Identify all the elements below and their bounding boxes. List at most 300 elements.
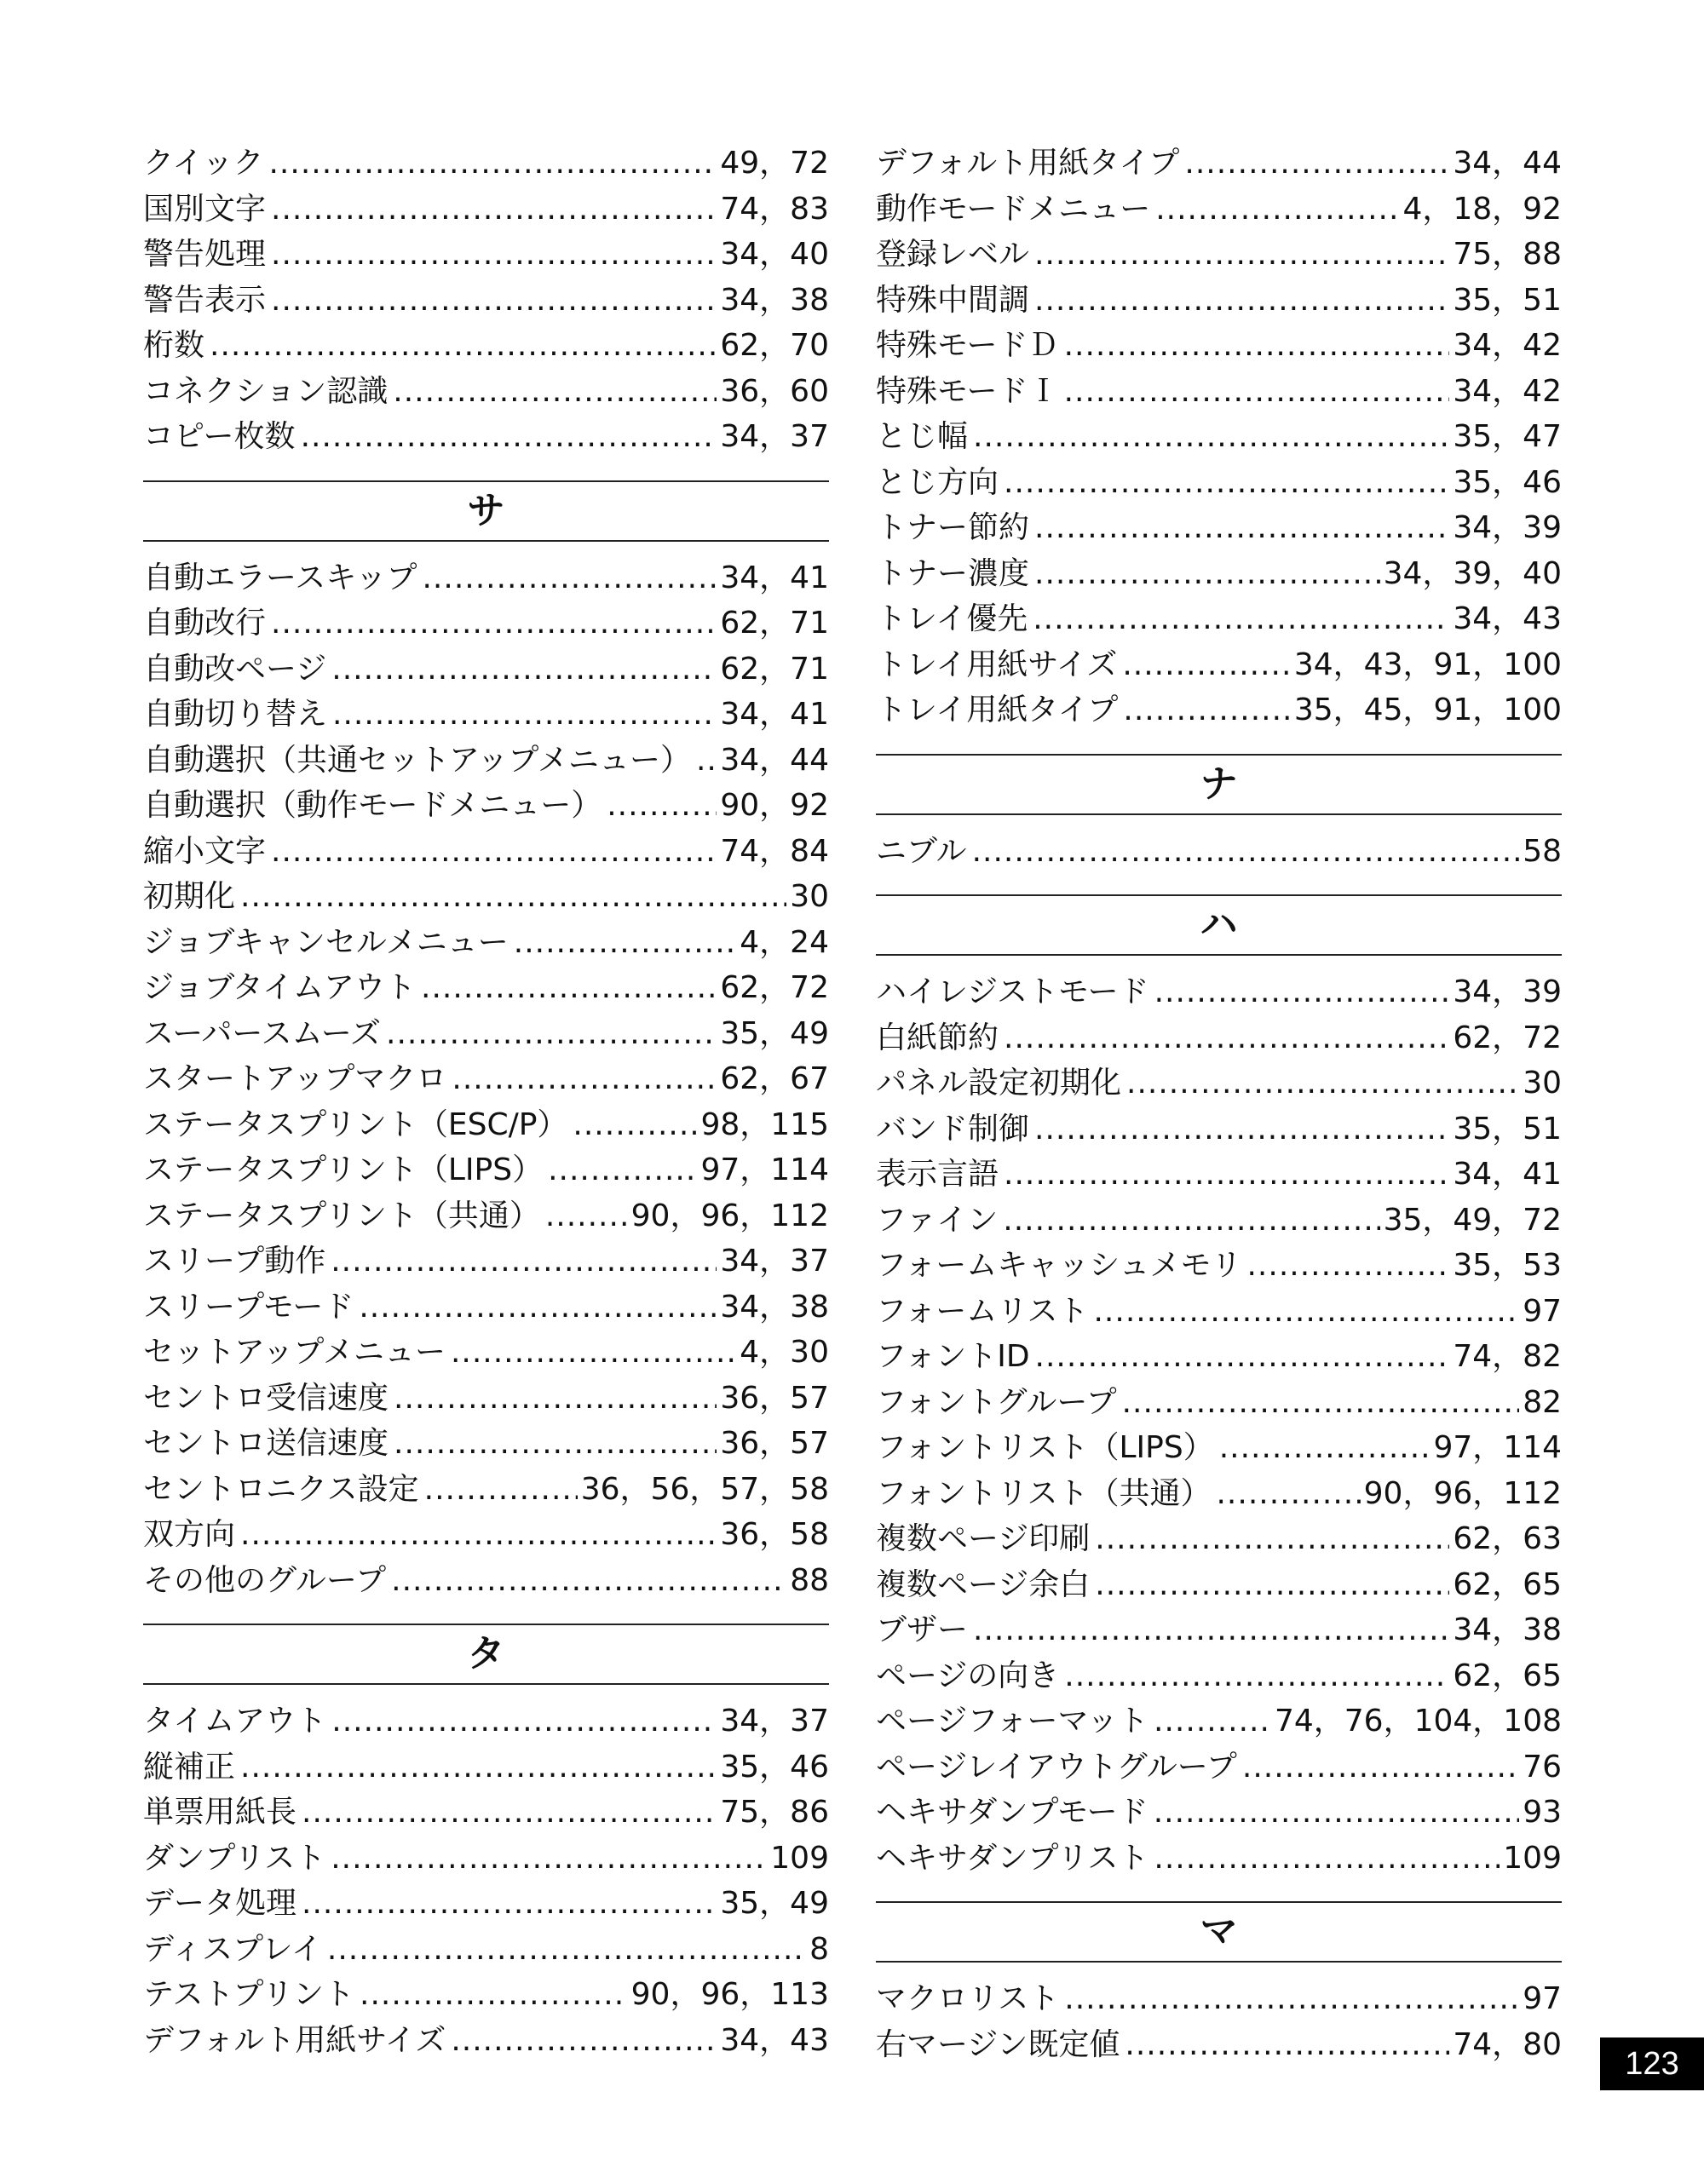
dot-leader	[327, 1927, 806, 1973]
page-references: 74，84	[720, 833, 829, 869]
page-references: 34，37	[720, 1244, 829, 1279]
page-references: 74，83	[720, 191, 829, 227]
index-term: 自動エラースキップ	[143, 560, 417, 595]
dot-leader	[1003, 1198, 1379, 1244]
index-entry	[876, 1152, 1562, 1198]
index-term: ステータスプリント（ESC/P）	[143, 1106, 568, 1142]
page-references: 30	[1523, 1066, 1562, 1101]
index-term: スーパースムーズ	[143, 1015, 382, 1051]
page-references: 90，96，112	[1363, 1475, 1562, 1511]
dot-leader	[1034, 1106, 1449, 1152]
page-references: 62，70	[720, 328, 829, 363]
index-entry	[143, 232, 829, 278]
index-term: トレイ用紙サイズ	[876, 647, 1118, 682]
index-term: ページレイアウトグループ	[876, 1749, 1237, 1785]
index-entry	[143, 1467, 829, 1513]
index-term: ダンプリスト	[143, 1840, 326, 1876]
index-term: スタートアップマクロ	[143, 1061, 447, 1096]
page-references: 75，88	[1453, 237, 1562, 272]
page-references: 35，49	[720, 1015, 829, 1051]
section-heading: ハ	[876, 894, 1562, 956]
section-heading: マ	[876, 1901, 1562, 1963]
page-references: 90，96，113	[630, 1977, 829, 2012]
index-term: 国別文字	[143, 191, 267, 227]
index-term: とじ方向	[876, 464, 999, 500]
dot-leader	[1184, 141, 1449, 187]
index-entry	[876, 1015, 1562, 1061]
index-term: テストプリント	[143, 1977, 355, 2012]
index-entry	[143, 414, 829, 460]
index-entry	[143, 1102, 829, 1148]
page-references: 62，67	[720, 1061, 829, 1096]
index-term: ディスプレイ	[143, 1931, 322, 1967]
index-term: 白紙節約	[876, 1020, 999, 1055]
dot-leader	[573, 1102, 697, 1148]
index-term: 表示言語	[876, 1157, 999, 1192]
page-number: 123	[1600, 2037, 1704, 2090]
index-term: ページの向き	[876, 1658, 1060, 1693]
index-entry	[143, 1558, 829, 1604]
index-entry	[143, 1330, 829, 1376]
index-term: 警告表示	[143, 282, 267, 318]
index-entry	[876, 1698, 1562, 1744]
page-references: 97，114	[700, 1152, 829, 1187]
index-entry	[143, 323, 829, 369]
index-term: デフォルト用紙タイプ	[876, 146, 1180, 181]
dot-leader	[331, 1836, 767, 1882]
index-entry	[876, 2022, 1562, 2068]
index-entry	[143, 1285, 829, 1331]
dot-leader	[1122, 642, 1291, 688]
index-entry	[143, 738, 829, 784]
index-term: とじ幅	[876, 419, 969, 454]
index-entry	[876, 596, 1562, 642]
index-entry	[876, 187, 1562, 233]
page-references: 4，24	[740, 924, 829, 960]
dot-leader	[972, 829, 1520, 875]
index-entry	[876, 1607, 1562, 1653]
page-references: 34，43	[1453, 601, 1562, 636]
index-term: ジョブタイムアウト	[143, 970, 417, 1005]
dot-leader	[271, 187, 717, 233]
page-references: 49，72	[720, 146, 829, 181]
index-entry	[876, 1106, 1562, 1152]
index-term: セントロ送信速度	[143, 1426, 389, 1461]
index-term: コネクション認識	[143, 373, 389, 409]
dot-leader	[301, 414, 717, 460]
index-entry	[876, 1380, 1562, 1426]
index-term: セントロニクス設定	[143, 1471, 419, 1507]
page-references: 34，37	[720, 419, 829, 454]
dot-leader	[1246, 1243, 1449, 1289]
index-term: ハイレジストモード	[876, 974, 1149, 1009]
index-term: ページフォーマット	[876, 1704, 1149, 1739]
index-term: マクロリスト	[876, 1981, 1060, 2016]
index-term: フォントリスト（共通）	[876, 1475, 1212, 1511]
dot-leader	[1004, 1152, 1449, 1198]
page-references: 62，71	[720, 606, 829, 641]
section-heading: タ	[143, 1624, 829, 1685]
index-term: 自動選択（動作モードメニュー）	[143, 788, 602, 823]
index-entry	[143, 1193, 829, 1239]
section-heading: サ	[143, 480, 829, 542]
dot-leader	[331, 1698, 717, 1744]
index-entry	[876, 1562, 1562, 1608]
page-references: 98，115	[700, 1106, 829, 1142]
index-entry	[876, 505, 1562, 551]
dot-leader	[548, 1147, 697, 1193]
dot-leader	[973, 1607, 1449, 1653]
index-entry	[143, 1147, 829, 1193]
dot-leader	[331, 1239, 717, 1285]
page-references: 90，96，112	[630, 1198, 829, 1233]
dot-leader	[360, 1972, 628, 2018]
page-references: 4，30	[740, 1335, 829, 1370]
dot-leader	[1004, 460, 1449, 506]
dot-leader	[1064, 323, 1450, 369]
dot-leader	[1154, 1836, 1500, 1882]
page-references: 62，71	[720, 651, 829, 687]
index-term: フォームキャッシュメモリ	[876, 1248, 1242, 1283]
index-term: ニブル	[876, 833, 967, 869]
index-entry	[143, 1056, 829, 1102]
page-references: 75，86	[720, 1795, 829, 1830]
index-entry	[876, 1471, 1562, 1517]
page-references: 58	[1523, 833, 1562, 869]
dot-leader	[1093, 1289, 1519, 1335]
dot-leader	[1064, 1653, 1449, 1699]
index-entry	[876, 687, 1562, 733]
index-term: パネル設定初期化	[876, 1066, 1122, 1101]
dot-leader	[1064, 1976, 1519, 2022]
dot-leader	[422, 555, 717, 601]
index-entry	[876, 1976, 1562, 2022]
index-entry	[876, 1790, 1562, 1836]
index-entry	[143, 1376, 829, 1422]
index-entry	[143, 829, 829, 875]
index-entry	[143, 369, 829, 415]
index-term: スリープモード	[143, 1289, 354, 1325]
index-term: 自動切り替え	[143, 697, 328, 732]
index-entry	[876, 1060, 1562, 1106]
index-entry	[143, 141, 829, 187]
index-term: 動作モードメニュー	[876, 191, 1151, 227]
page-references: 8	[809, 1931, 829, 1967]
page-references: 76	[1523, 1749, 1562, 1785]
index-term: フォームリスト	[876, 1293, 1089, 1329]
index-term: 特殊モードＤ	[876, 328, 1059, 363]
index-term: ステータスプリント（LIPS）	[143, 1152, 544, 1187]
index-entry	[876, 551, 1562, 597]
dot-leader	[271, 601, 717, 647]
dot-leader	[1125, 2022, 1449, 2068]
index-term: トレイ優先	[876, 601, 1028, 636]
dot-leader	[268, 141, 717, 187]
index-term: トナー濃度	[876, 555, 1030, 591]
index-term: トレイ用紙タイプ	[876, 693, 1119, 727]
index-entry	[876, 642, 1562, 688]
index-entry	[876, 369, 1562, 415]
page-references: 34，42	[1453, 328, 1562, 363]
index-term: 自動改行	[143, 606, 267, 641]
page-references: 35，46	[1453, 464, 1562, 500]
dot-leader	[1155, 187, 1399, 233]
index-entry	[876, 1744, 1562, 1790]
index-entry	[143, 2018, 829, 2064]
index-entry	[143, 1972, 829, 2018]
page-references: 34，39，40	[1383, 555, 1562, 591]
dot-leader	[359, 1285, 717, 1331]
index-term: 自動改ページ	[143, 651, 327, 687]
index-term: セットアップメニュー	[143, 1335, 446, 1370]
dot-leader	[451, 1330, 736, 1376]
page-references: 109	[1503, 1840, 1562, 1876]
page-references: 34，39	[1453, 974, 1562, 1009]
page-references: 36，60	[720, 373, 829, 409]
dot-leader	[451, 2018, 717, 2064]
dot-leader	[1034, 278, 1449, 324]
page-references: 34，41	[1453, 1157, 1562, 1192]
index-entry	[143, 692, 829, 738]
index-column-left	[143, 141, 829, 2063]
dot-leader	[1216, 1471, 1360, 1517]
dot-leader	[332, 692, 717, 738]
index-entry	[143, 920, 829, 966]
index-entry	[143, 601, 829, 647]
index-term: 警告処理	[143, 237, 267, 272]
page-references: 34，43，91，100	[1293, 647, 1562, 682]
page-references: 34，41	[720, 697, 829, 732]
dot-leader	[1219, 1425, 1431, 1471]
page-references: 4，18，92	[1402, 191, 1562, 227]
index-entry	[876, 278, 1562, 324]
index-entry	[876, 141, 1562, 187]
dot-leader	[271, 829, 717, 875]
dot-leader	[394, 1376, 717, 1422]
page-references: 35，53	[1453, 1248, 1562, 1283]
dot-leader	[973, 414, 1449, 460]
index-column-right	[876, 141, 1562, 2067]
dot-leader	[424, 1467, 578, 1513]
index-term: トナー節約	[876, 510, 1030, 545]
page-references: 35，45，91，100	[1293, 693, 1562, 727]
index-entry	[143, 555, 829, 601]
dot-leader	[1034, 505, 1449, 551]
index-term: その他のグループ	[143, 1562, 387, 1598]
index-entry	[876, 323, 1562, 369]
page-references: 88	[790, 1562, 829, 1598]
page-references: 34，42	[1453, 373, 1562, 409]
index-entry	[876, 1198, 1562, 1244]
dot-leader	[1154, 1790, 1520, 1836]
index-term: データ処理	[143, 1886, 297, 1921]
page-references: 97	[1523, 1981, 1562, 2016]
dot-leader	[271, 278, 717, 324]
dot-leader	[514, 920, 737, 966]
dot-leader	[240, 1512, 717, 1558]
index-entry	[143, 1836, 829, 1882]
dot-leader	[421, 965, 717, 1011]
dot-leader	[302, 1790, 717, 1836]
index-entry	[876, 1836, 1562, 1882]
page-references: 62，65	[1453, 1658, 1562, 1693]
page-references: 93	[1523, 1795, 1562, 1830]
index-entry	[143, 965, 829, 1011]
index-entry	[143, 1881, 829, 1927]
index-entry	[876, 1653, 1562, 1699]
page-references: 35，49	[720, 1886, 829, 1921]
page-references: 82	[1523, 1384, 1562, 1420]
dot-leader	[545, 1193, 628, 1239]
index-term: ブザー	[876, 1612, 969, 1647]
index-term: 登録レベル	[876, 237, 1030, 272]
index-entry	[143, 1927, 829, 1973]
dot-leader	[1004, 1015, 1449, 1061]
index-entry	[876, 1334, 1562, 1380]
page-references: 34，41	[720, 560, 829, 595]
index-entry	[143, 187, 829, 233]
page-references: 34，43	[720, 2022, 829, 2058]
dot-leader	[1154, 1698, 1271, 1744]
index-term: 複数ページ印刷	[876, 1521, 1091, 1556]
index-entry	[876, 1516, 1562, 1562]
page-references: 36，56，57，58	[580, 1471, 829, 1507]
dot-leader	[1122, 1380, 1520, 1426]
index-term: 初期化	[143, 879, 236, 914]
index-term: フォントグループ	[876, 1384, 1117, 1420]
page-references: 35，46	[720, 1749, 829, 1785]
page-references: 35，51	[1453, 1111, 1562, 1147]
index-term: ステータスプリント（共通）	[143, 1198, 540, 1233]
index-term: 桁数	[143, 328, 205, 363]
index-term: スリープ動作	[143, 1244, 326, 1279]
index-term: フォントリスト（LIPS）	[876, 1430, 1214, 1465]
dot-leader	[1123, 687, 1290, 733]
dot-leader	[391, 1558, 786, 1604]
index-term: 縮小文字	[143, 833, 267, 869]
index-entry	[876, 829, 1562, 875]
page-references: 34，44	[1453, 146, 1562, 181]
page-references: 74，76，104，108	[1274, 1704, 1562, 1739]
index-entry	[876, 1289, 1562, 1335]
dot-leader	[607, 783, 717, 829]
index-entry	[143, 783, 829, 829]
dot-leader	[1242, 1744, 1519, 1790]
dot-leader	[1034, 551, 1380, 597]
page-references: 34，38	[720, 1289, 829, 1325]
page-references: 62，63	[1453, 1521, 1562, 1556]
page-references: 35，49，72	[1383, 1202, 1562, 1238]
index-entry	[143, 1239, 829, 1285]
page-references: 34，37	[720, 1704, 829, 1739]
section-heading: ナ	[876, 754, 1562, 815]
page-references: 35，51	[1453, 282, 1562, 318]
index-entry	[143, 647, 829, 693]
page-references: 109	[770, 1840, 829, 1876]
index-term: コピー枚数	[143, 419, 296, 454]
page-references: 34，40	[720, 237, 829, 272]
dot-leader	[240, 874, 786, 920]
index-term: 特殊中間調	[876, 282, 1030, 318]
index-entry	[876, 1243, 1562, 1289]
index-entry	[876, 232, 1562, 278]
index-entry	[143, 1011, 829, 1057]
index-term: ヘキサダンプモード	[876, 1795, 1148, 1830]
index-term: ヘキサダンプリスト	[876, 1840, 1149, 1876]
dot-leader	[271, 232, 717, 278]
page-references: 34，39	[1453, 510, 1562, 545]
index-entry	[876, 969, 1562, 1015]
dot-leader	[1034, 232, 1449, 278]
index-term: 右マージン既定値	[876, 2026, 1120, 2062]
index-term: フォントID	[876, 1339, 1030, 1374]
dot-leader	[1035, 1334, 1450, 1380]
page-references: 34，38	[1453, 1612, 1562, 1647]
page-references: 36，57	[720, 1426, 829, 1461]
page-references: 62，72	[720, 970, 829, 1005]
index-entry	[143, 1790, 829, 1836]
dot-leader	[394, 1421, 717, 1467]
dot-leader	[1154, 969, 1450, 1015]
index-term: タイムアウト	[143, 1704, 327, 1739]
page-references: 74，82	[1453, 1339, 1562, 1374]
dot-leader	[452, 1056, 717, 1102]
index-term: ファイン	[876, 1202, 999, 1238]
index-term: クイック	[143, 146, 264, 181]
dot-leader	[240, 1744, 717, 1790]
dot-leader	[393, 369, 717, 415]
index-term: セントロ受信速度	[143, 1380, 389, 1416]
index-entry	[876, 414, 1562, 460]
index-entry	[876, 460, 1562, 506]
index-term: 複数ページ余白	[876, 1566, 1091, 1602]
index-term: 縦補正	[143, 1749, 236, 1785]
index-entry	[143, 1744, 829, 1790]
page-references: 36，58	[720, 1517, 829, 1552]
index-term: デフォルト用紙サイズ	[143, 2022, 446, 2058]
index-entry	[143, 1698, 829, 1744]
index-entry	[143, 278, 829, 324]
page-references: 97	[1523, 1293, 1562, 1329]
dot-leader	[1126, 1060, 1519, 1106]
index-term: 単票用紙長	[143, 1795, 297, 1830]
page-references: 97，114	[1433, 1430, 1562, 1465]
dot-leader	[1033, 596, 1449, 642]
page-references: 90，92	[720, 788, 829, 823]
page-references: 62，65	[1453, 1566, 1562, 1602]
dot-leader	[331, 647, 717, 693]
index-entry	[143, 874, 829, 920]
index-term: 特殊モードＩ	[876, 373, 1059, 409]
index-entry	[143, 1512, 829, 1558]
dot-leader	[210, 323, 717, 369]
index-term: 双方向	[143, 1517, 236, 1552]
dot-leader	[1095, 1562, 1449, 1608]
dot-leader	[386, 1011, 717, 1057]
page-references: 34，38	[720, 282, 829, 318]
dot-leader	[696, 738, 717, 784]
index-term: 自動選択（共通セットアップメニュー）	[143, 742, 691, 778]
page-references: 36，57	[720, 1380, 829, 1416]
dot-leader	[302, 1881, 717, 1927]
index-term: バンド制御	[876, 1111, 1030, 1147]
index-term: ジョブキャンセルメニュー	[143, 924, 509, 960]
page-references: 30	[790, 879, 829, 914]
dot-leader	[1095, 1516, 1449, 1562]
dot-leader	[1064, 369, 1450, 415]
index-entry	[143, 1421, 829, 1467]
page-references: 34，44	[720, 742, 829, 778]
